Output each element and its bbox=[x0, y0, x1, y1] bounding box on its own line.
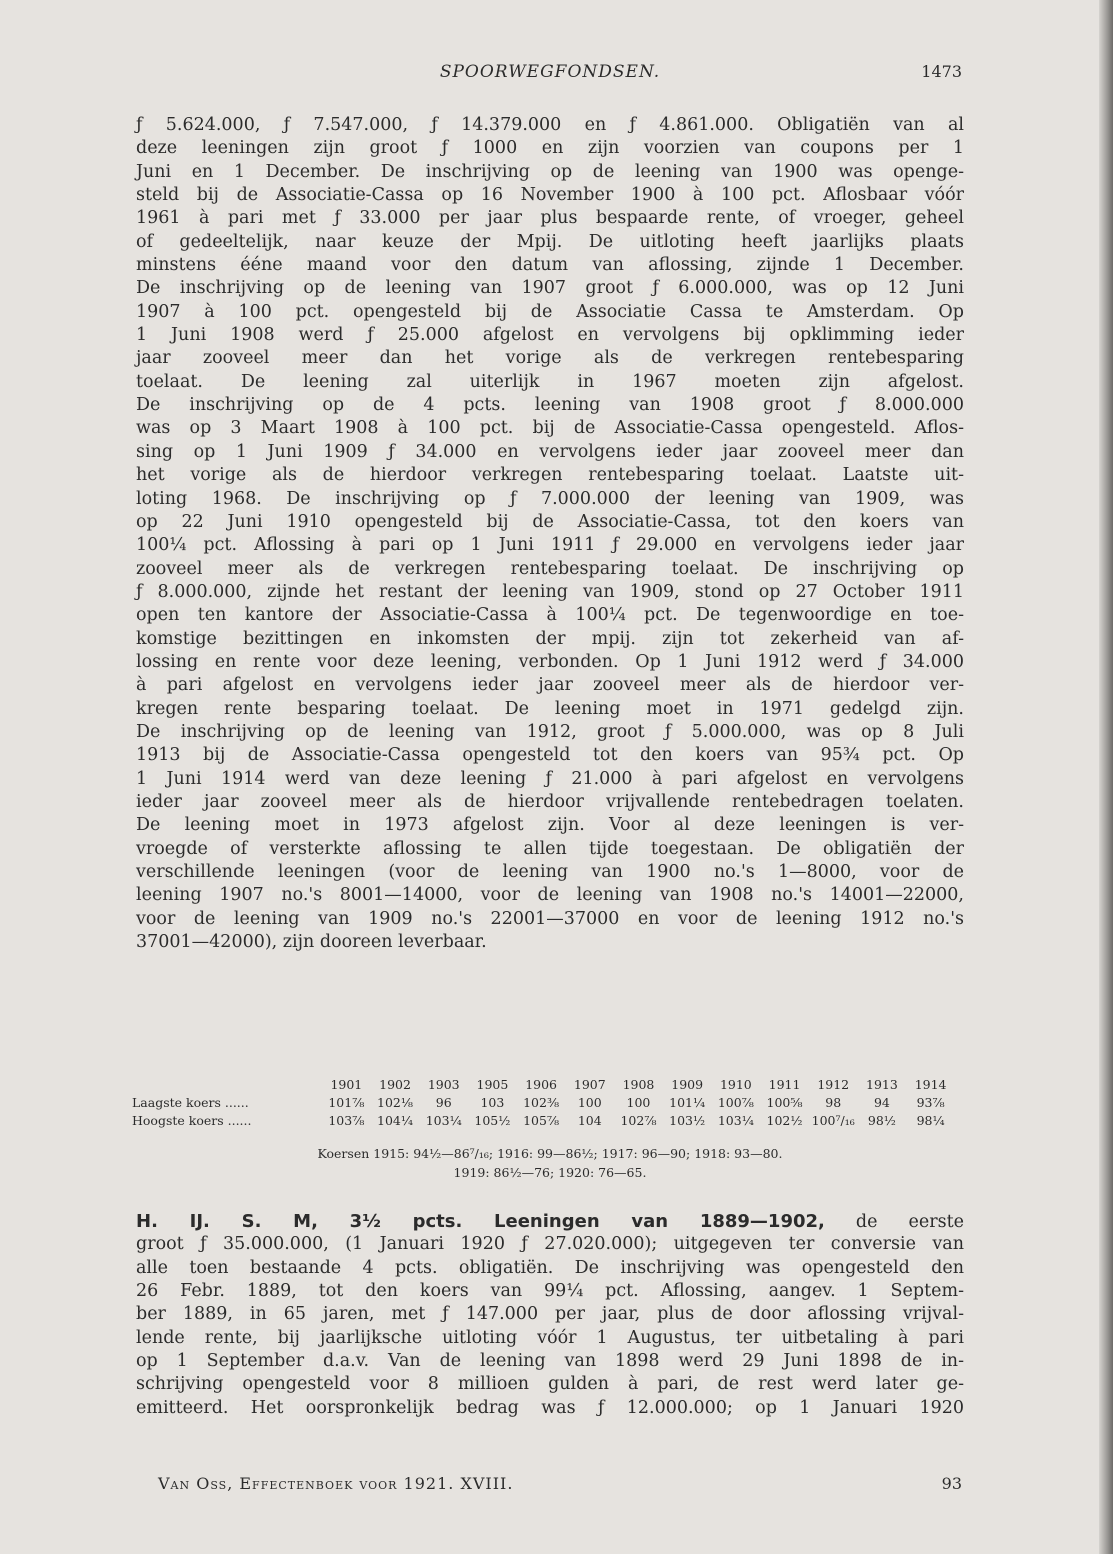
koers-cell: 104¼ bbox=[377, 1113, 414, 1128]
paragraph-line: sing op 1 Juni 1909 ƒ 34.000 en vervolgens ieder jaar zooveel meer dan bbox=[136, 441, 964, 462]
paragraph-line: ieder jaar zooveel meer als de hierdoor vrijvallende rentebedragen toelaten. bbox=[136, 791, 964, 812]
paragraph-line: ƒ 8.000.000, zijnde het restant der leening van 1909, stond op 27 October 1911 bbox=[136, 581, 964, 602]
koers-cell: 105½ bbox=[474, 1113, 511, 1128]
paragraph-line: deze leeningen zijn groot ƒ 1000 en zijn voorzien van coupons per 1 bbox=[136, 138, 964, 159]
koers-table-container bbox=[132, 1076, 964, 1130]
paragraph-line: De leening moet in 1973 afgelost zijn. Voor al deze leeningen is ver- bbox=[136, 815, 964, 836]
section-line: schrijving opengesteld voor 8 millioen gulden à pari, de rest werd later ge- bbox=[136, 1374, 964, 1395]
page-edge-shadow bbox=[1099, 0, 1113, 1554]
koers-year-header: 1905 bbox=[476, 1077, 509, 1092]
koersen-line-2: 1919: 86½—76; 1920: 76—65. bbox=[453, 1165, 647, 1180]
koers-cell: 100 bbox=[577, 1095, 602, 1110]
koers-year-header: 1909 bbox=[671, 1077, 704, 1092]
paragraph-line: verschillende leeningen (voor de leening van 1900 no.'s 1—8000, voor de bbox=[136, 862, 964, 882]
paragraph-line: loting 1968. De inschrijving op ƒ 7.000.000 der leening van 1909, was bbox=[136, 488, 964, 509]
koers-cell: 103 bbox=[480, 1095, 505, 1110]
paragraph-line: 37001—42000), zijn dooreen leverbaar. bbox=[136, 932, 487, 953]
paragraph-line: à pari afgelost en vervolgens ieder jaar zooveel meer als de hierdoor ver- bbox=[136, 675, 964, 696]
koersen-line-1: Koersen 1915: 94½—86⁷/₁₆; 1916: 99—86½; 1917: 96—90; 1918: 93—80. bbox=[317, 1146, 783, 1161]
paragraph-line: De inschrijving op de leening van 1912, groot ƒ 5.000.000, was op 8 Juli bbox=[136, 721, 964, 742]
koers-year-header: 1914 bbox=[914, 1077, 947, 1092]
paragraph-line: jaar zooveel meer dan het vorige als de verkregen rentebesparing bbox=[136, 348, 964, 369]
section-heading: H. IJ. S. M, 3½ pcts. Leeningen van 1889—1902, bbox=[136, 1211, 825, 1232]
paragraph-line: 1 Juni 1914 werd van deze leening ƒ 21.000 à pari afgelost en vervolgens bbox=[136, 768, 964, 789]
koers-year-header: 1908 bbox=[622, 1077, 655, 1092]
koers-cell: 101¼ bbox=[669, 1095, 706, 1110]
koers-table-header-row bbox=[132, 1076, 955, 1094]
running-header-title: SPOORWEGFONDSEN. bbox=[439, 62, 661, 82]
paragraph-line: lossing en rente voor deze leening, verbonden. Op 1 Juni 1912 werd ƒ 34.000 bbox=[136, 651, 964, 672]
paragraph-line: 1 Juni 1908 werd ƒ 25.000 afgelost en vervolgens bij opklimming ieder bbox=[136, 325, 964, 346]
koers-cell: 102⅜ bbox=[523, 1095, 560, 1110]
koers-year-header: 1910 bbox=[719, 1077, 752, 1092]
koers-cell: 103⅞ bbox=[328, 1113, 365, 1128]
koers-cell: 94 bbox=[873, 1095, 890, 1110]
koers-year-header: 1903 bbox=[427, 1077, 460, 1092]
koers-row-label: Hoogste koers ...... bbox=[132, 1113, 252, 1128]
paragraph-line: steld bij de Associatie-Cassa op 16 November 1900 à 100 pct. Aflosbaar vóór bbox=[136, 185, 964, 206]
koers-row-label: Laagste koers ...... bbox=[132, 1095, 249, 1110]
koers-table-row bbox=[132, 1112, 955, 1130]
section-line: ber 1889, in 65 jaren, met ƒ 147.000 per jaar, plus de door aflossing vrijval- bbox=[136, 1304, 964, 1325]
paragraph-line: 1907 à 100 pct. opengesteld bij de Associatie Cassa te Amsterdam. Op bbox=[136, 301, 964, 322]
paragraph-line: ƒ 5.624.000, ƒ 7.547.000, ƒ 14.379.000 en ƒ 4.861.000. Obligatiën van al bbox=[136, 115, 964, 135]
koers-cell: 101⅞ bbox=[328, 1095, 365, 1110]
section-line: op 1 September d.a.v. Van de leening van 1898 werd 29 Juni 1898 de in- bbox=[136, 1351, 964, 1372]
paragraph-line: open ten kantore der Associatie-Cassa à 100¼ pct. De tegenwoordige en toe- bbox=[136, 605, 964, 626]
koers-cell: 105⅞ bbox=[523, 1113, 560, 1128]
section-line: 26 Febr. 1889, tot den koers van 99¼ pct. Aflossing, aangev. 1 Septem- bbox=[136, 1281, 964, 1302]
koers-table-row bbox=[132, 1094, 955, 1112]
paragraph-line: De inschrijving op de 4 pcts. leening van 1908 groot ƒ 8.000.000 bbox=[136, 395, 964, 416]
koers-year-header: 1912 bbox=[817, 1077, 850, 1092]
paragraph-line: was op 3 Maart 1908 à 100 pct. bij de Associatie-Cassa opengesteld. Aflos- bbox=[136, 418, 964, 439]
section-hijsm bbox=[136, 1210, 964, 1420]
koers-year-header: 1907 bbox=[573, 1077, 606, 1092]
paragraph-line: De inschrijving op de leening van 1907 groot ƒ 6.000.000, was op 12 Juni bbox=[136, 278, 964, 299]
koers-table bbox=[132, 1076, 955, 1130]
paragraph-line: 100¼ pct. Aflossing à pari op 1 Juni 1911 ƒ 29.000 en vervolgens ieder jaar bbox=[136, 535, 964, 556]
koers-cell: 100 bbox=[626, 1095, 651, 1110]
paragraph-line: op 22 Juni 1910 opengesteld bij de Associatie-Cassa, tot den koers van bbox=[136, 511, 964, 532]
koers-cell: 96 bbox=[435, 1095, 452, 1110]
footer-signature: Van Oss, Effectenboek voor 1921. XVIII. bbox=[158, 1474, 514, 1493]
section-line: emitteerd. Het oorspronkelijk bedrag was ƒ 12.000.000; op 1 Januari 1920 bbox=[136, 1397, 964, 1418]
koers-cell: 102½ bbox=[766, 1113, 803, 1128]
paragraph-line: komstige bezittingen en inkomsten der mpij. zijn tot zekerheid van af- bbox=[136, 628, 964, 649]
koers-year-header: 1902 bbox=[379, 1077, 411, 1092]
paragraph-line: voor de leening van 1909 no.'s 22001—37000 en voor de leening 1912 no.'s bbox=[136, 908, 964, 929]
paragraph-line: Juni en 1 December. De inschrijving op de leening van 1900 was openge- bbox=[136, 161, 964, 182]
main-paragraph bbox=[136, 114, 964, 954]
koers-year-header: 1901 bbox=[330, 1077, 363, 1092]
section-line: groot ƒ 35.000.000, (1 Januari 1920 ƒ 27.020.000); uitgegeven ter conversie van bbox=[136, 1234, 964, 1255]
section-line: lende rente, bij jaarlijksche uitloting vóór 1 Augustus, ter uitbetaling à pari bbox=[136, 1327, 964, 1348]
koers-table-corner bbox=[132, 1076, 322, 1094]
paragraph-line: leening 1907 no.'s 8001—14000, voor de leening van 1908 no.'s 14001—22000, bbox=[136, 885, 964, 906]
koers-cell: 93⅞ bbox=[916, 1095, 945, 1110]
paragraph-line: vroegde of versterkte aflossing te allen tijde toegestaan. De obligatiën der bbox=[136, 838, 964, 859]
koers-cell: 103¼ bbox=[425, 1113, 462, 1128]
koers-cell: 98¼ bbox=[916, 1113, 945, 1128]
paragraph-line: 1961 à pari met ƒ 33.000 per jaar plus bespaarde rente, of vroeger, geheel bbox=[136, 208, 964, 229]
koers-cell: 103¼ bbox=[717, 1113, 754, 1128]
page-number: 1473 bbox=[921, 62, 962, 81]
section-first-line-rest: de eerste bbox=[855, 1212, 964, 1232]
page-footer bbox=[158, 1474, 964, 1498]
koers-cell: 102⅞ bbox=[620, 1113, 657, 1128]
koers-year-header: 1911 bbox=[768, 1077, 801, 1092]
koers-cell: 103½ bbox=[669, 1113, 706, 1128]
koers-cell: 100⅞ bbox=[717, 1095, 754, 1110]
koers-cell: 98 bbox=[825, 1095, 842, 1110]
paragraph-line: kregen rente besparing toelaat. De leening moet in 1971 gedelgd zijn. bbox=[136, 698, 964, 719]
paragraph-line: het vorige als de hierdoor verkregen rentebesparing toelaat. Laatste uit- bbox=[136, 465, 964, 486]
koers-year-header: 1913 bbox=[866, 1077, 898, 1092]
koers-cell: 104 bbox=[577, 1113, 602, 1128]
paragraph-line: of gedeeltelijk, naar keuze der Mpij. De uitloting heeft jaarlijks plaats bbox=[136, 231, 964, 252]
running-header bbox=[136, 62, 964, 92]
koers-cell: 100⁷/₁₆ bbox=[811, 1113, 855, 1128]
section-first-line bbox=[136, 1210, 964, 1233]
koers-cell: 98½ bbox=[867, 1113, 896, 1128]
section-line: alle toen bestaande 4 pcts. obligatiën. De inschrijving was opengesteld den bbox=[136, 1257, 964, 1278]
paragraph-line: minstens ééne maand voor den datum van aflossing, zijnde 1 December. bbox=[136, 255, 964, 276]
paragraph-line: 1913 bij de Associatie-Cassa opengesteld tot den koers van 95¾ pct. Op bbox=[136, 745, 964, 766]
koers-cell: 102⅛ bbox=[377, 1095, 414, 1110]
koersen-summary bbox=[136, 1144, 964, 1182]
paragraph-line: zooveel meer als de verkregen rentebesparing toelaat. De inschrijving op bbox=[136, 558, 964, 579]
paragraph-line: toelaat. De leening zal uiterlijk in 1967 moeten zijn afgelost. bbox=[136, 371, 964, 392]
footer-sheet-number: 93 bbox=[941, 1474, 962, 1493]
koers-year-header: 1906 bbox=[525, 1077, 557, 1092]
koers-cell: 100⅝ bbox=[766, 1095, 803, 1110]
